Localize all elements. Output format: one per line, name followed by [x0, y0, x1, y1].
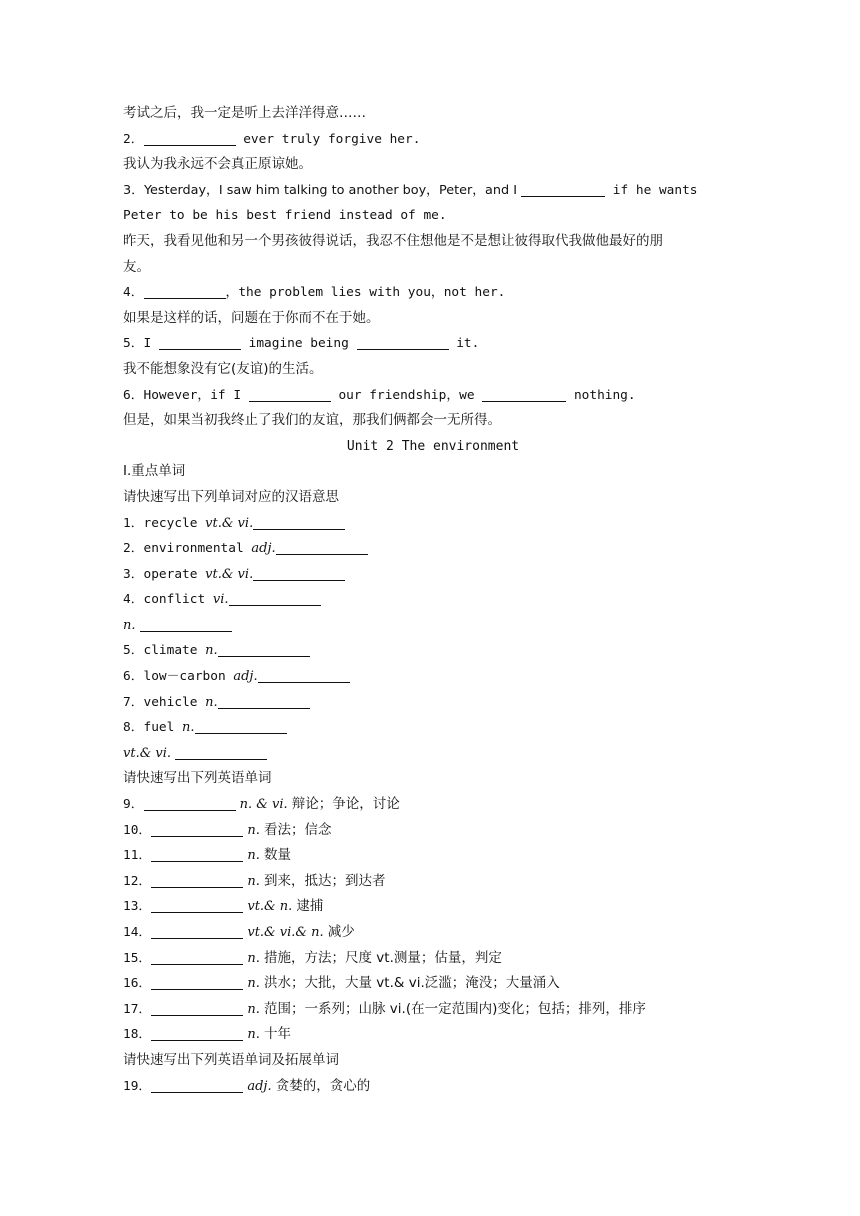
vocab-item [123, 971, 743, 997]
sentence-3: 3．Yesterday，I saw him talking to another boy，Peter，and I if he wants [123, 182, 698, 198]
answer-blank[interactable] [151, 898, 243, 913]
answer-blank[interactable] [151, 1078, 243, 1093]
item-number: 9． [123, 797, 144, 813]
item-number: 7． [123, 694, 144, 710]
item-word: operate [143, 566, 206, 582]
part-of-speech: n. [205, 643, 218, 659]
translation-line: 我认为我永远不会真正原谅她。 [123, 156, 312, 173]
vocab-item [123, 997, 743, 1023]
item-meaning: 措施，方法；尺度 vt.测量；估量，判定 [264, 949, 502, 966]
item-number: 10． [123, 822, 152, 838]
part-of-speech: vt.& vi. [205, 566, 254, 582]
part-of-speech: vt.& vi. [123, 745, 172, 761]
part-of-speech: n. [247, 822, 260, 838]
instruction-line: 请快速写出下列英语单词 [123, 770, 272, 787]
answer-blank[interactable] [229, 591, 321, 606]
part-of-speech: n. & vi. [239, 797, 288, 813]
item-word: low－carbon [143, 669, 234, 685]
answer-blank[interactable] [151, 975, 243, 990]
vocab-item [123, 1074, 743, 1100]
item-meaning: 洪水；大批，大量 vt.& vi.泛滥；淹没；大量涌入 [264, 975, 560, 992]
answer-blank[interactable] [253, 515, 345, 530]
item-meaning: 贪婪的，贪心的 [275, 1077, 371, 1094]
item-meaning: 逮捕 [296, 898, 324, 915]
vocab-item [123, 536, 743, 562]
item-word: conflict [143, 592, 213, 608]
item-number: 16． [123, 976, 152, 992]
document-page [123, 101, 743, 1099]
answer-blank[interactable] [151, 1001, 243, 1016]
item-number: 11． [123, 848, 152, 864]
part-of-speech: vt.& n. [247, 899, 293, 915]
unit-title: Unit 2 The environment [346, 438, 520, 454]
item-number: 19． [123, 1078, 152, 1094]
item-number: 15． [123, 950, 152, 966]
vocab-item [123, 894, 743, 920]
vocab-list-c [123, 1074, 743, 1100]
answer-blank[interactable] [276, 540, 368, 555]
answer-blank[interactable] [144, 131, 236, 146]
part-of-speech: vt.& vi. [205, 515, 254, 531]
translation-line: 但是，如果当初我终止了我们的友谊，那我们俩都会一无所得。 [123, 412, 501, 429]
vocab-item [123, 843, 743, 869]
item-number: 12． [123, 873, 152, 889]
part-of-speech: adj. [247, 1078, 272, 1094]
answer-blank[interactable] [253, 566, 345, 581]
translation-line: 友。 [123, 258, 150, 275]
sentence-2: 2． ever truly forgive her. [123, 131, 421, 147]
part-of-speech: n. [205, 694, 218, 710]
vocab-item [123, 741, 743, 767]
part-of-speech: n. [247, 873, 260, 889]
item-number: 2． [123, 541, 144, 557]
item-number: 18． [123, 1027, 152, 1043]
instruction-line: 请快速写出下列单词对应的汉语意思 [123, 488, 339, 505]
vocab-list-a [123, 511, 743, 767]
answer-blank[interactable] [151, 873, 243, 888]
answer-blank[interactable] [357, 335, 449, 350]
answer-blank[interactable] [151, 924, 243, 939]
item-meaning: 减少 [327, 924, 355, 940]
vocab-list-b [123, 792, 743, 1048]
instruction-line: 请快速写出下列英语单词及拓展单词 [123, 1051, 339, 1068]
sentence-4: 4． ，the problem lies with you，not her. [123, 285, 506, 301]
part-of-speech: adj. [251, 541, 276, 557]
item-meaning: 辩论；争论，讨论 [291, 796, 400, 813]
item-number: 4． [123, 592, 144, 608]
part-of-speech: n. [247, 1001, 260, 1017]
part-of-speech: n. [247, 976, 260, 992]
item-meaning: 十年 [264, 1026, 292, 1043]
item-word: vehicle [143, 694, 206, 710]
answer-blank[interactable] [151, 950, 243, 965]
part-of-speech: n. [182, 720, 195, 736]
vocab-item [123, 664, 743, 690]
answer-blank[interactable] [151, 847, 243, 862]
answer-blank[interactable] [175, 745, 267, 760]
item-meaning: 范围；一系列；山脉 vi.(在一定范围内)变化；包括；排列，排序 [264, 1000, 646, 1017]
vocab-item [123, 946, 743, 972]
part-of-speech: n. [247, 950, 260, 966]
answer-blank[interactable] [195, 719, 287, 734]
answer-blank[interactable] [140, 617, 232, 632]
translation-line: 如果是这样的话，问题在于你而不在于她。 [123, 309, 380, 326]
answer-blank[interactable] [144, 796, 236, 811]
item-number: 17． [123, 1001, 152, 1017]
translation-line: 我不能想象没有它(友谊)的生活。 [123, 360, 323, 377]
item-number: 5． [123, 643, 144, 659]
answer-blank[interactable] [218, 642, 310, 657]
part-of-speech: n. [247, 848, 260, 864]
section-heading: Ⅰ.重点单词 [123, 463, 186, 480]
item-word: recycle [143, 515, 206, 531]
answer-blank[interactable] [144, 284, 226, 299]
item-meaning: 到来，抵达；到达者 [264, 872, 386, 889]
item-number: 3． [123, 566, 144, 582]
item-word: fuel [143, 720, 183, 736]
answer-blank[interactable] [218, 694, 310, 709]
answer-blank[interactable] [521, 182, 605, 197]
sentence-6: 6．However，if I our friendship，we nothing. [123, 387, 636, 403]
part-of-speech: vi. [212, 592, 229, 608]
vocab-item [123, 715, 743, 741]
answer-blank[interactable] [151, 822, 243, 837]
translation-line: 昨天，我看见他和另一个男孩彼得说话，我忍不住想他是不是想让彼得取代我做他最好的朋 [123, 232, 663, 249]
vocab-item [123, 613, 743, 639]
sentence-3-cont: Peter to be his best friend instead of me. [123, 208, 447, 224]
part-of-speech: adj. [233, 669, 258, 685]
item-number: 6． [123, 669, 144, 685]
item-number: 8． [123, 720, 144, 736]
part-of-speech: vt.& vi.& n. [247, 925, 324, 940]
answer-blank[interactable] [151, 1026, 243, 1041]
vocab-item [123, 511, 743, 537]
part-of-speech: n. [247, 1027, 260, 1043]
answer-blank[interactable] [258, 668, 350, 683]
answer-blank[interactable] [482, 387, 566, 402]
item-meaning: 看法；信念 [264, 821, 332, 838]
vocab-item [123, 818, 743, 844]
answer-blank[interactable] [159, 335, 241, 350]
item-number: 14． [123, 925, 152, 940]
vocab-item [123, 920, 743, 946]
item-meaning: 数量 [264, 847, 292, 864]
vocab-item [123, 1022, 743, 1048]
vocab-item [123, 638, 743, 664]
item-number: 13． [123, 899, 152, 915]
vocab-item [123, 587, 743, 613]
vocab-item [123, 690, 743, 716]
item-number: 1． [123, 515, 144, 531]
answer-blank[interactable] [249, 387, 331, 402]
sentence-5: 5．I imagine being it. [123, 336, 480, 352]
item-word: environmental [143, 541, 252, 557]
vocab-item [123, 869, 743, 895]
vocab-item [123, 792, 743, 818]
part-of-speech: n. [123, 617, 136, 633]
text-line: 考试之后，我一定是听上去洋洋得意…… [123, 105, 366, 121]
vocab-item [123, 562, 743, 588]
item-word: climate [143, 643, 206, 659]
